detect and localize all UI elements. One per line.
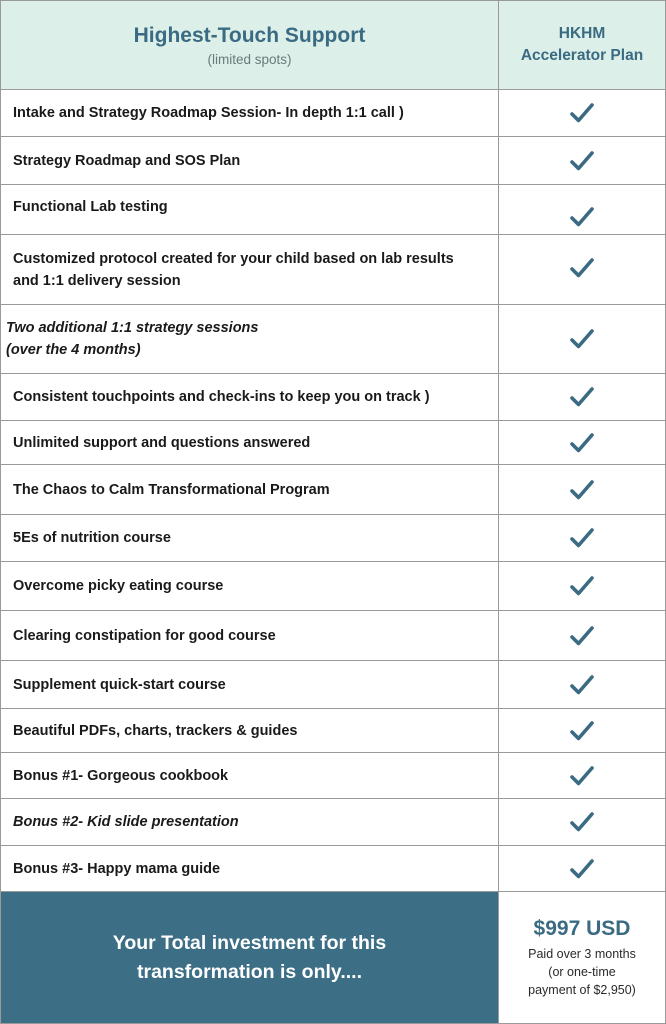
header-subtitle: (limited spots) — [207, 51, 292, 67]
table-row — [1, 846, 665, 892]
feature-label — [1, 305, 499, 373]
feature-label: Unlimited support and questions answered — [1, 421, 499, 464]
check-cell — [499, 185, 665, 234]
table-row — [1, 661, 665, 709]
feature-label: Supplement quick-start course — [1, 661, 499, 708]
feature-label: Functional Lab testing — [1, 185, 499, 234]
price-note-line3: payment of $2,950) — [528, 982, 636, 997]
price-note-line2: (or one-time — [548, 964, 616, 979]
feature-label: Bonus #1- Gorgeous cookbook — [1, 753, 499, 798]
header-plan-cell — [499, 1, 665, 89]
checkmark-icon — [570, 257, 594, 279]
check-cell — [499, 374, 665, 420]
check-cell — [499, 611, 665, 660]
price-note-line1: Paid over 3 months — [528, 946, 636, 961]
checkmark-icon — [570, 328, 594, 350]
checkmark-icon — [570, 479, 594, 501]
check-cell — [499, 465, 665, 514]
feature-label: Bonus #3- Happy mama guide — [1, 846, 499, 891]
checkmark-icon — [570, 432, 594, 454]
table-footer-row — [1, 892, 665, 1023]
checkmark-icon — [570, 811, 594, 833]
check-cell — [499, 799, 665, 845]
price-cell — [499, 892, 665, 1023]
table-row — [1, 562, 665, 611]
feature-label: Intake and Strategy Roadmap Session- In depth 1:1 call ) — [1, 90, 499, 136]
feature-label: 5Es of nutrition course — [1, 515, 499, 561]
table-row — [1, 185, 665, 235]
table-header-row — [1, 1, 665, 90]
checkmark-icon — [570, 102, 594, 124]
checkmark-icon — [570, 386, 594, 408]
feature-label-line1: Customized protocol created for your child based on lab results — [13, 250, 454, 267]
check-cell — [499, 515, 665, 561]
table-row — [1, 515, 665, 562]
check-cell — [499, 846, 665, 891]
plan-name-line1: HKHM — [558, 25, 606, 42]
table-row — [1, 799, 665, 846]
table-row — [1, 235, 665, 305]
check-cell — [499, 137, 665, 184]
feature-label-line1: Two additional 1:1 strategy sessions — [6, 320, 259, 336]
check-cell — [499, 90, 665, 136]
feature-label-line2: (over the 4 months) — [6, 342, 141, 358]
price-amount: $997 USD — [533, 916, 631, 940]
check-cell — [499, 235, 665, 304]
table-row — [1, 374, 665, 421]
check-cell — [499, 421, 665, 464]
checkmark-icon — [570, 625, 594, 647]
table-row — [1, 753, 665, 799]
table-row — [1, 421, 665, 465]
table-row — [1, 137, 665, 185]
table-row — [1, 465, 665, 515]
check-cell — [499, 305, 665, 373]
checkmark-icon — [570, 206, 594, 228]
check-cell — [499, 562, 665, 610]
checkmark-icon — [570, 527, 594, 549]
feature-label: Clearing constipation for good course — [1, 611, 499, 660]
investment-line2: transformation is only.... — [136, 960, 362, 983]
checkmark-icon — [570, 150, 594, 172]
plan-name-line2: Accelerator Plan — [520, 47, 644, 64]
header-title: Highest-Touch Support — [133, 23, 366, 47]
checkmark-icon — [570, 674, 594, 696]
investment-cell — [1, 892, 499, 1023]
feature-label — [1, 235, 499, 304]
checkmark-icon — [570, 765, 594, 787]
investment-line1: Your Total investment for this — [112, 931, 387, 954]
header-support-cell — [1, 1, 499, 89]
checkmark-icon — [570, 858, 594, 880]
checkmark-icon — [570, 720, 594, 742]
feature-label-line2: and 1:1 delivery session — [13, 272, 181, 289]
check-cell — [499, 753, 665, 798]
check-cell — [499, 661, 665, 708]
feature-label: Beautiful PDFs, charts, trackers & guides — [1, 709, 499, 752]
feature-label: Bonus #2- Kid slide presentation — [1, 799, 499, 845]
feature-label: Strategy Roadmap and SOS Plan — [1, 137, 499, 184]
feature-label: Consistent touchpoints and check-ins to keep you on track ) — [1, 374, 499, 420]
check-cell — [499, 709, 665, 752]
table-row — [1, 611, 665, 661]
feature-label: The Chaos to Calm Transformational Program — [1, 465, 499, 514]
feature-label: Overcome picky eating course — [1, 562, 499, 610]
checkmark-icon — [570, 575, 594, 597]
table-row — [1, 305, 665, 374]
table-row — [1, 709, 665, 753]
table-row — [1, 90, 665, 137]
